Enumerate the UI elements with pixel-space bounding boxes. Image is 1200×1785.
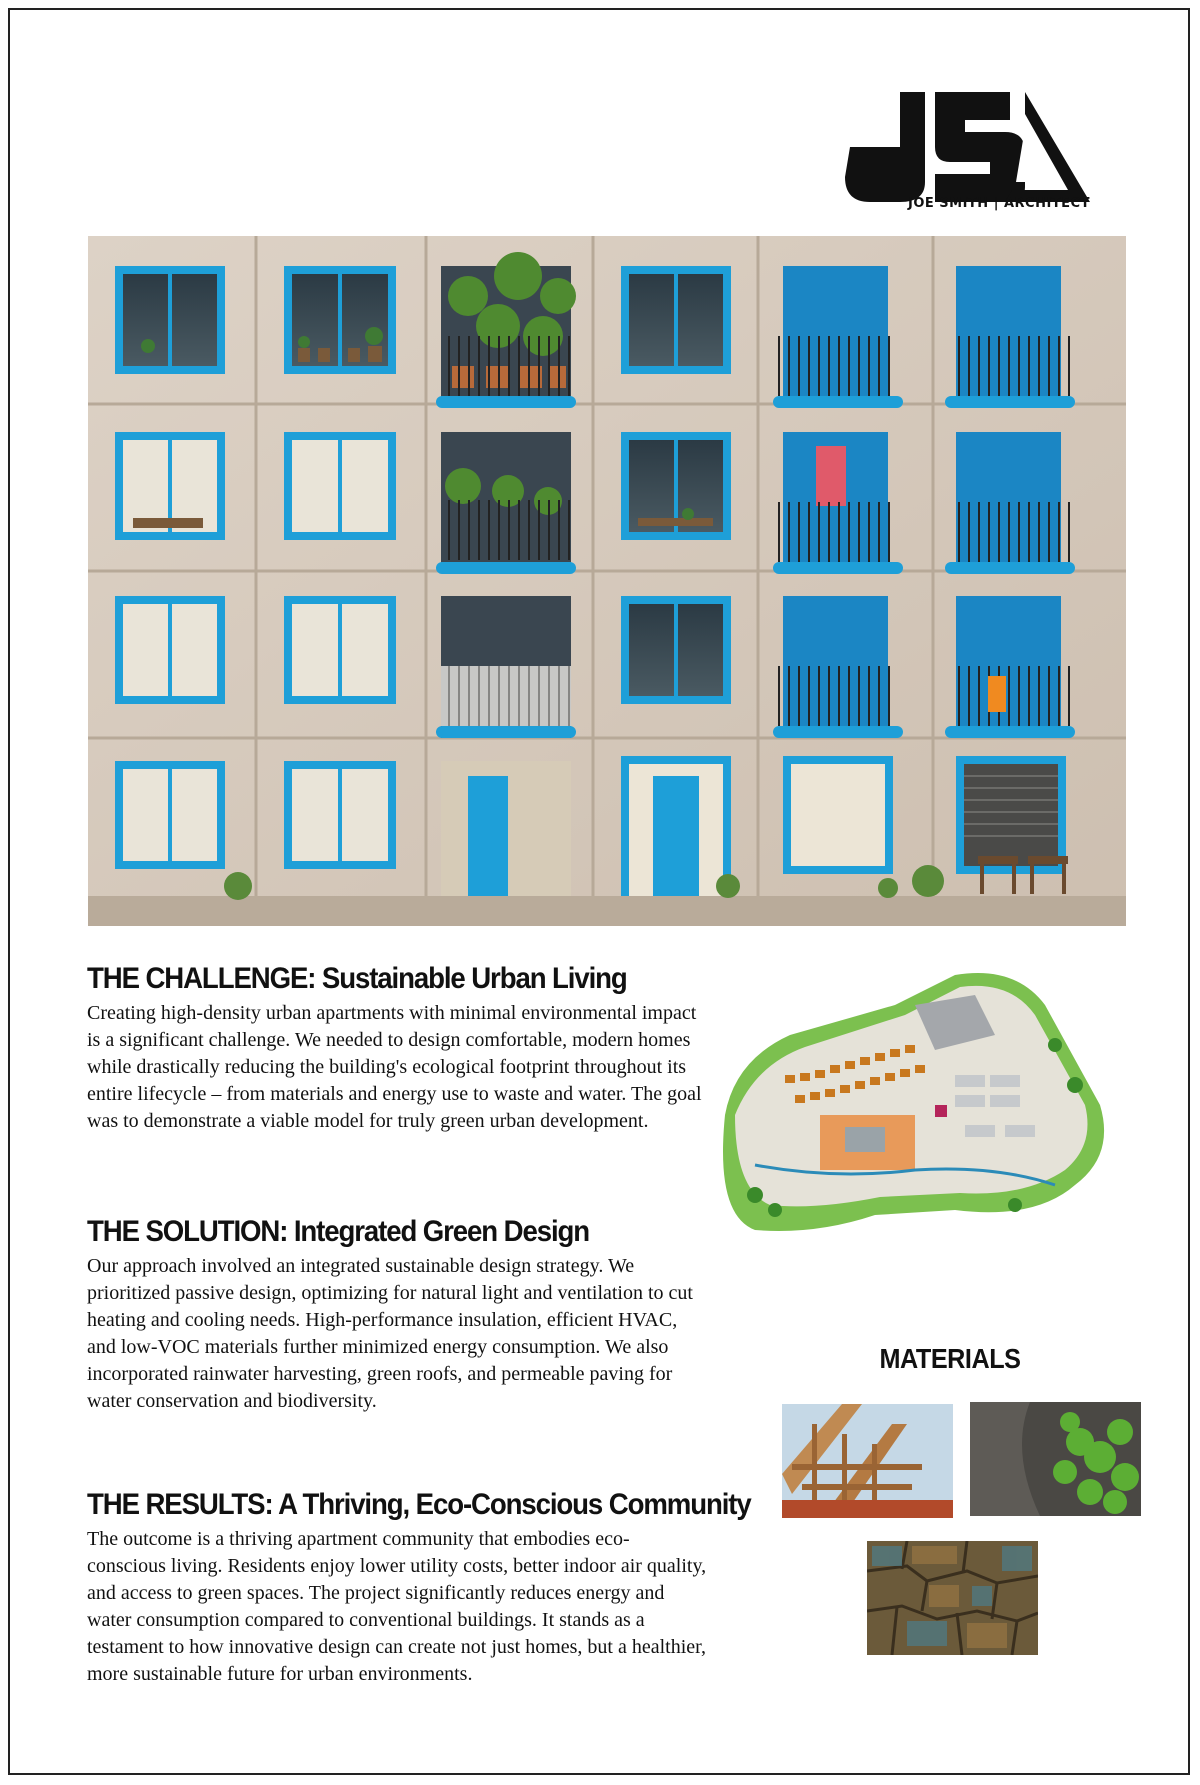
challenge-section [87,962,727,1135]
timber-frame-photo [782,1404,953,1518]
architect-name: JOE SMITH | ARCHITECT [908,196,1090,211]
results-heading: THE RESULTS: A Thriving, Eco-Conscious Community [87,1488,751,1521]
solution-body: Our approach involved an integrated sustainable design strategy. We prioritized passive design, optimizing for natural light and ventilation to cut heating and cooling needs. High-performance insulation, efficient HVAC, and low-VOC materials further minimized energy consumption. We also incorporated rainwater harvesting, green roofs, and permeable paving for water conservation and biodiversity. [87,1255,693,1412]
poster-frame [8,8,1190,1775]
solution-heading: THE SOLUTION: Integrated Green Design [87,1215,590,1248]
solution-section [87,1215,727,1415]
stone-wall-photo [867,1541,1038,1655]
challenge-body: Creating high-density urban apartments with minimal environmental impact is a significant challenge. We needed to design comfortable, modern homes while drastically reducing the building's ecological footprint throughout its entire lifecycle – from materials and energy use to waste and water. The goal was to demonstrate a viable model for truly green urban development. [87,1002,702,1132]
results-body: The outcome is a thriving apartment community that embodies eco-conscious living. Residents enjoy lower utility costs, better indoor air quality, and access to green spaces. The project significantly reduces energy and water consumption compared to conventional buildings. It stands as a testament to how innovative design can create not just homes, but a healthier, more sustainable future for urban environments. [87,1528,707,1685]
green-roof-plant-photo [970,1402,1141,1516]
site-plan-map [715,965,1115,1250]
results-section [87,1488,751,1688]
materials-title: MATERIALS [879,1343,1021,1374]
challenge-heading: THE CHALLENGE: Sustainable Urban Living [87,962,627,995]
apartment-building-photo [88,236,1126,926]
